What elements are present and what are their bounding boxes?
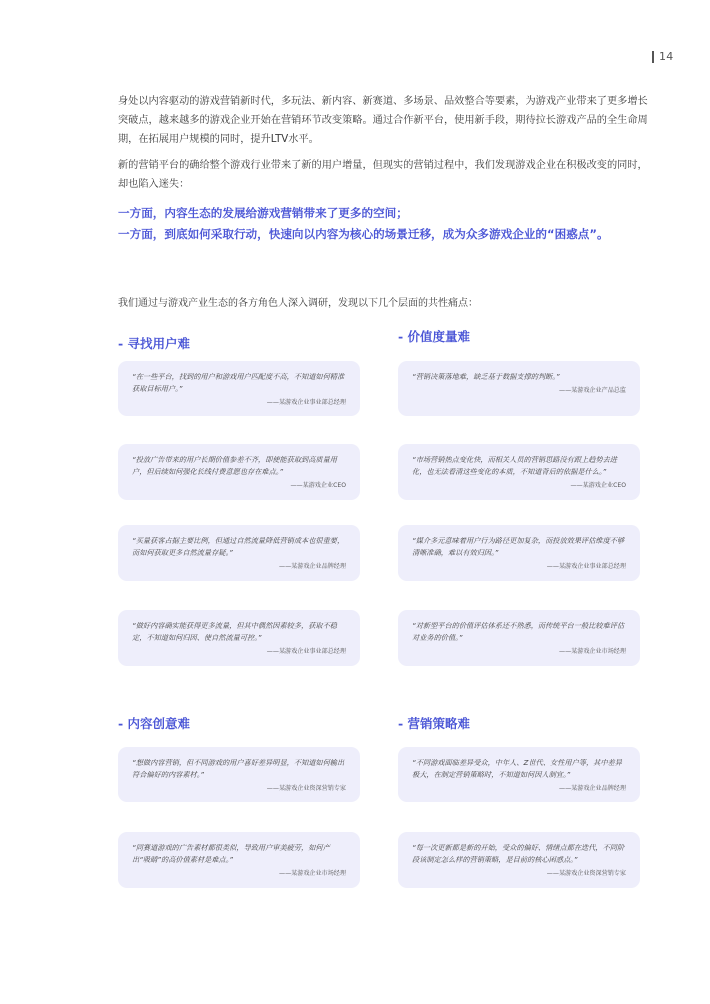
highlight-line: 一方面，内容生态的发展给游戏营销带来了更多的空间；	[118, 206, 408, 220]
quote-source: ——某游戏企业CEO	[290, 482, 346, 489]
quote-text: “不同游戏面临差异受众，中年人、Z世代、女性用户等，其中差异极大，在制定营销策略时，不知道如何因人制宜。”	[412, 758, 622, 779]
section-title: - 营销策略难	[398, 716, 471, 731]
quote-text: “每一次更新都是新的开始，受众的偏好、情绪点都在迭代，不同阶段该制定怎么样的营销策略，是目前的核心困惑点。”	[412, 843, 625, 864]
quote-text: “营销决策落地难，缺乏基于数据支撑的判断。”	[412, 372, 560, 381]
section-title: - 内容创意难	[118, 716, 191, 731]
section-title: - 寻找用户难	[118, 336, 191, 351]
intro-text: 我们通过与游戏产业生态的各方角色人深入调研，发现以下几个层面的共性痛点：	[118, 298, 478, 309]
page-number: 14	[652, 51, 673, 63]
quote-card	[398, 525, 640, 581]
quote-text: “市场营销热点变化快，而相关人员的营销思路没有跟上趋势去进化，也无法看清这些变化的本质，不知道背后的依据是什么。”	[412, 455, 617, 476]
quote-text: “媒介多元意味着用户行为路径更加复杂，而投放效果评估维度不够清晰准确，难以有效归因。”	[412, 536, 625, 557]
quote-card	[118, 525, 360, 581]
quote-source: ——某游戏企业资深营销专家	[546, 870, 626, 877]
quote-card	[118, 444, 360, 500]
quote-card	[398, 361, 640, 416]
body-paragraph: 新的营销平台的确给整个游戏行业带来了新的用户增量，但现实的营销过程中，我们发现游戏企业在积极改变的同时，却也陷入迷失：	[118, 160, 648, 190]
quote-card	[118, 361, 360, 416]
section-title: - 价值度量难	[398, 329, 471, 344]
quote-text: “在一些平台，找到的用户和游戏用户匹配度不高，不知道如何精准获取目标用户。”	[132, 372, 345, 393]
quote-text: “做好内容确实能获得更多流量，但其中偶然因素较多，获取不稳定，不知道如何归因、使自然流量可控。”	[132, 621, 337, 642]
quote-card	[118, 832, 360, 888]
quote-text: “想做内容营销，但不同游戏的用户喜好差异明显，不知道如何输出符合偏好的内容素材。”	[132, 758, 345, 779]
quote-card	[118, 747, 360, 802]
quote-text: “买量获客占据主要比例，但通过自然流量降低营销成本也很重要，而如何获取更多自然流量存疑。”	[132, 536, 345, 557]
quote-source: ——某游戏企业市场经理	[558, 648, 626, 655]
quote-source: ——某游戏企业产品总监	[558, 387, 626, 394]
body-paragraph: 身处以内容驱动的游戏营销新时代，多玩法、新内容、新赛道、多场景、品效整合等要素，为游戏产业带来了更多增长突破点，越来越多的游戏企业开始在营销环节改变策略。通过合作新平台，使用新手段，期待拉长游戏产品的全生命周期，在拓展用户规模的同时，提升LTV水平。	[118, 96, 648, 145]
quote-source: ——某游戏企业事业部总经理	[266, 399, 346, 406]
quote-card	[398, 610, 640, 666]
quote-source: ——某游戏企业事业部总经理	[546, 563, 626, 570]
quote-source: ——某游戏企业CEO	[570, 482, 626, 489]
quote-card	[118, 610, 360, 666]
quote-card	[398, 747, 640, 802]
quote-source: ——某游戏企业资深营销专家	[266, 785, 346, 792]
quote-source: ——某游戏企业品牌经理	[558, 785, 626, 792]
quote-text: “投放广告带来的用户长期价值参差不齐，即使能获取到高质量用户，但后续如何强化长线付费意愿也存在难点。”	[132, 455, 337, 476]
quote-source: ——某游戏企业事业部总经理	[266, 648, 346, 655]
quote-source: ——某游戏企业市场经理	[278, 870, 346, 877]
quote-text: “对新型平台的价值评估体系还不熟悉，而传统平台一般比较难评估对业务的价值。”	[412, 621, 625, 642]
highlight-line: 一方面，到底如何采取行动，快速向以内容为核心的场景迁移，成为众多游戏企业的“困惑点”。	[118, 227, 609, 241]
quote-card	[398, 444, 640, 500]
quote-text: “同赛道游戏的广告素材都很类似，导致用户审美疲劳，如何产出“吸睛”的高价值素材是难点。”	[132, 843, 330, 864]
quote-source: ——某游戏企业品牌经理	[278, 563, 346, 570]
quote-card	[398, 832, 640, 888]
